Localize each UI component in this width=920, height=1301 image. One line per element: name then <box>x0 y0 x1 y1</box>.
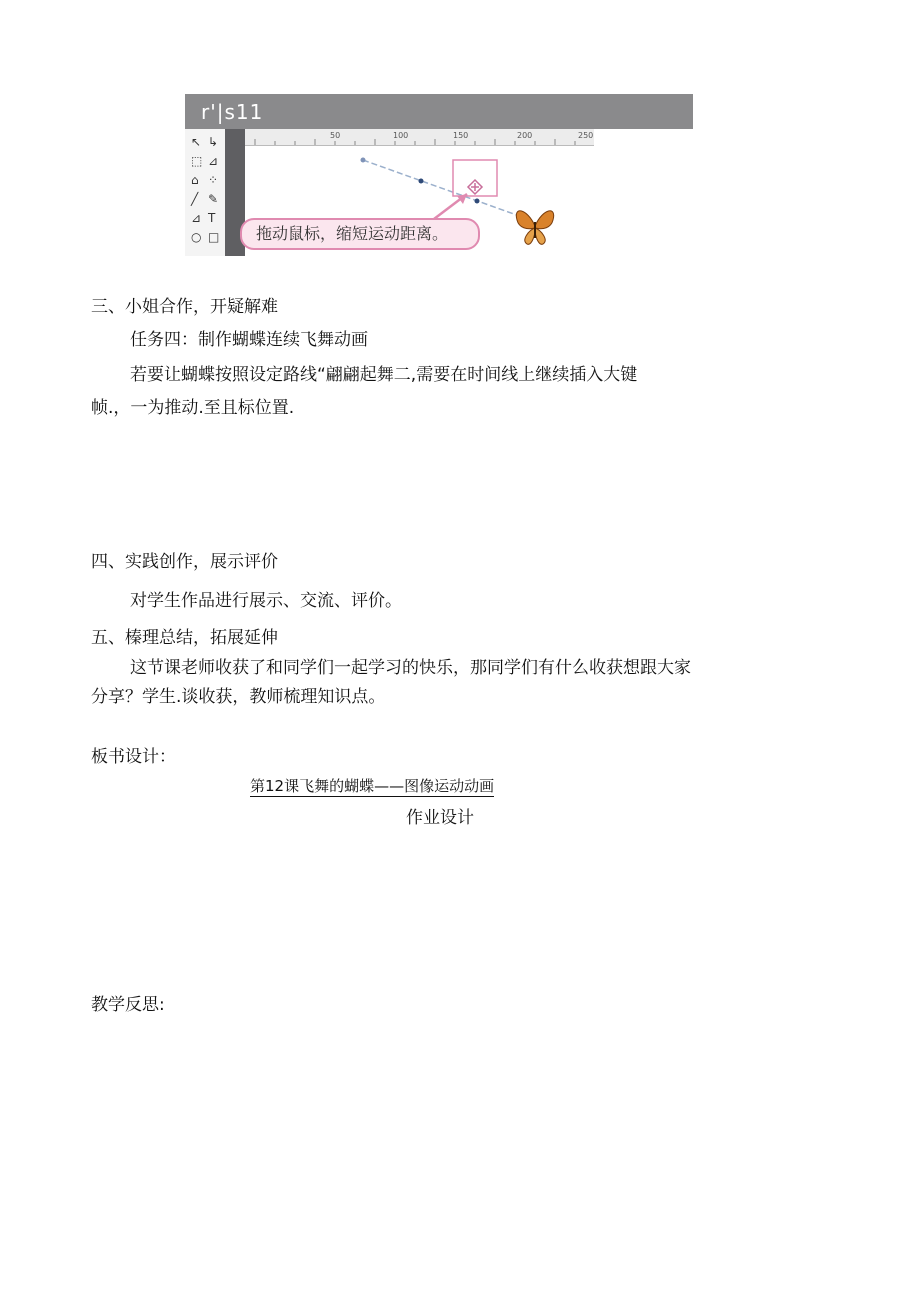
tool-icon: ⊿ <box>191 211 202 225</box>
section5-para-line2: 分享？学生.谈收获，教师梳理知识点。 <box>91 687 386 707</box>
tooltip-text: 拖动鼠标，缩短运动距离。 <box>256 224 449 243</box>
motion-path-line <box>363 160 525 218</box>
figure-header-text: r'|s11 <box>201 100 264 124</box>
tool-icon: ╱ <box>191 192 199 206</box>
path-node <box>475 199 480 204</box>
section5-heading: 五、榛理总结，拓展延伸 <box>91 628 278 648</box>
homework-design-label: 作业设计 <box>406 808 474 828</box>
board-design-label: 板书设计： <box>91 747 176 767</box>
tool-icon: T <box>208 211 216 225</box>
tool-icon: ⬚ <box>191 154 203 168</box>
board-design-title: 第12课飞舞的蝴蝶——图像运动动画 <box>250 777 495 795</box>
tool-icon: ✎ <box>208 192 219 206</box>
tool-icon: ⌂ <box>191 173 199 187</box>
path-node <box>361 158 366 163</box>
ruler-tick-label: 250 <box>578 131 594 140</box>
tool-icon: □ <box>208 230 220 244</box>
butterfly-icon <box>516 211 553 245</box>
section3-para-line2: 帧.，一为推动.至且标位置. <box>91 398 295 418</box>
tool-icon: ○ <box>191 230 202 244</box>
section3-para-line1: 若要让蝴蝶按照设定路线“翩翩起舞二,需要在时间线上继续插入大键 <box>130 365 638 385</box>
section4-heading: 四、实践创作，展示评价 <box>91 552 278 572</box>
ruler-tick-label: 50 <box>330 131 341 140</box>
tooltip-callout <box>240 218 480 250</box>
ruler-tick-label: 200 <box>517 131 533 140</box>
tool-icon: ⊿ <box>208 154 219 168</box>
section5-para-line1: 这节课老师收获了和同学们一起学习的快乐，那同学们有什么收获想跟大家 <box>130 658 691 678</box>
teaching-reflection-label: 教学反思: <box>91 995 165 1015</box>
tool-icon: ↳ <box>208 135 219 149</box>
ruler-tick-label: 150 <box>453 131 469 140</box>
section3-heading: 三、小姐合作，开疑解难 <box>91 297 278 317</box>
path-node <box>419 179 424 184</box>
section4-para: 对学生作品进行展示、交流、评价。 <box>130 591 402 611</box>
registration-mark-icon <box>468 180 482 194</box>
section3-task: 任务四：制作蝴蝶连续飞舞动画 <box>130 330 368 350</box>
ruler-tick-label: 100 <box>393 131 409 140</box>
tool-icon: ⁘ <box>208 173 219 187</box>
software-screenshot-figure <box>185 94 693 256</box>
tool-icon: ↖ <box>191 135 202 149</box>
